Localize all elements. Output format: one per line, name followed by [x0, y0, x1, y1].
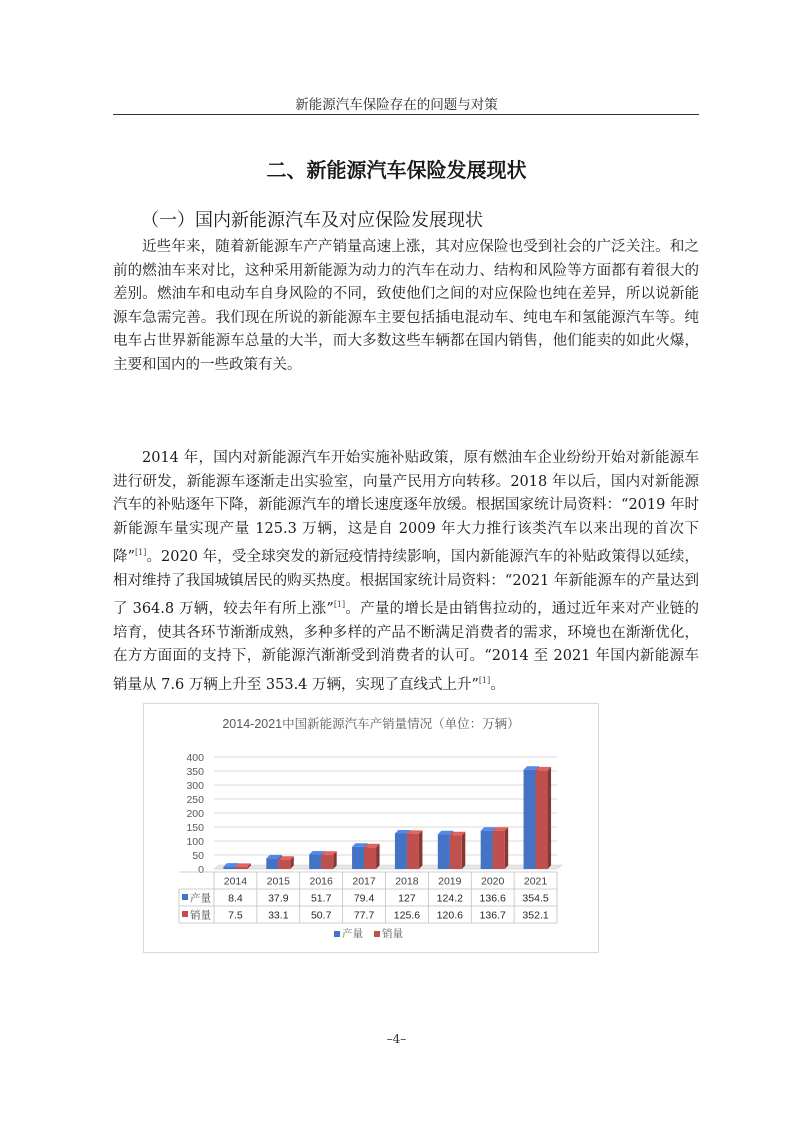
legend-key-销量: [374, 931, 380, 937]
subsection-title: （一）国内新能源汽车及对应保险发展现状: [141, 210, 483, 231]
legend-key-产量: [334, 931, 340, 937]
y-tick-label: 50: [192, 850, 204, 862]
paragraph-1: 近些年来，随着新能源车产产销量高速上涨，其对应保险也受到社会的广泛关注。和之前的燃油车来对比，这种采用新能源为动力的汽车在动力、结构和风险等方面都有着很大的差别。燃油车和电动车自身风险的不同，致使他们之间的对应保险也纯在差异，所以说新能源车急需完善。我们现在所说的新能源车主要包括插电混动车、纯电车和氢能源汽车等。纯电车占世界新能源车总量的大半，而大多数这些车辆都在国内销售，他们能卖的如此火爆，主要和国内的一些政策有关。: [113, 239, 699, 373]
bar-side: [376, 844, 380, 869]
data-label: 7.5: [228, 909, 243, 922]
data-label: 50.7: [310, 909, 332, 922]
data-label: 120.6: [436, 909, 463, 922]
bar-销量-2017: [364, 847, 376, 869]
y-tick-label: 0: [198, 864, 204, 876]
page-header-title: 新能源汽车保险存在的问题与对策: [295, 97, 498, 113]
bar-销量-2020: [493, 831, 505, 869]
header-rule: [113, 114, 699, 115]
table-legend-key: [182, 911, 188, 917]
data-label: 352.1: [522, 909, 549, 922]
data-label: 125.6: [393, 909, 421, 922]
data-label: 79.4: [353, 892, 375, 905]
x-tick-label: 2021: [523, 875, 548, 888]
y-tick-label: 200: [186, 808, 204, 820]
table-series-label: 销量: [190, 909, 211, 922]
citation-ref: [1]: [333, 600, 346, 609]
data-label: 77.7: [353, 909, 375, 922]
x-tick-label: 2014: [223, 875, 248, 888]
bar-产量-2018: [395, 833, 407, 869]
bar-产量-2019: [438, 834, 450, 869]
bar-销量-2014: [235, 867, 247, 869]
paragraph-2-part-b: 。2020 年，受全球突发的新冠疫情持续影响，国内新能源汽车的补贴政策得以延续，相对维持了我国城镇居民的购买热度。根据国家统计局资料：“2021 年新能源车的产量达到了 364.8 万辆，较去年有所上涨”: [113, 549, 699, 617]
bar-产量-2014: [223, 867, 235, 869]
x-tick-label: 2019: [438, 875, 462, 888]
data-label: 136.7: [479, 909, 506, 922]
bar-side: [419, 830, 423, 869]
chart-title: 2014-2021中国新能源汽车产销量情况（单位：万辆）: [222, 717, 520, 731]
data-label: 127: [398, 892, 416, 905]
paragraph-2-part-c: 。产量的增长是由销售拉动的，通过近年来对产业链的培育，使其各环节渐渐成熟，多种多样的产品不断满足消费者的需求，环境也在渐渐优化，在方方面面的支持下，新能源汽渐渐受到消费者的认可。“2014 至 2021 年国内新能源车销量从 7.6 万辆上升至 353.4 万辆，实现了直线式上升”: [113, 601, 700, 693]
x-tick-label: 2017: [352, 875, 376, 888]
x-tick-label: 2018: [395, 875, 419, 888]
x-tick-label: 2016: [309, 875, 333, 888]
x-tick-label: 2015: [266, 875, 290, 888]
table-series-label: 产量: [190, 892, 211, 905]
bar-产量-2015: [266, 858, 278, 869]
data-label: 136.6: [479, 892, 506, 905]
data-label: 354.5: [522, 892, 549, 905]
bar-chart: [144, 704, 598, 952]
bar-销量-2019: [450, 835, 462, 869]
legend-label: 销量: [382, 928, 403, 940]
data-label: 8.4: [228, 892, 243, 905]
section-title: 二、新能源汽车保险发展现状: [266, 158, 527, 182]
chart-container: [143, 703, 599, 953]
data-label: 37.9: [268, 892, 289, 905]
bar-销量-2015: [278, 860, 290, 869]
bar-产量-2016: [309, 855, 321, 869]
y-tick-label: 400: [186, 752, 204, 764]
bar-side: [505, 827, 509, 869]
page-number: –4–: [386, 1032, 407, 1046]
bar-产量-2020: [481, 831, 493, 869]
bar-产量-2021: [524, 770, 536, 869]
paragraph-2-part-a: 2014 年，国内对新能源汽车开始实施补贴政策，原有燃油车企业纷纷开始对新能源车进行研发，新能源车逐渐走出实验室，向量产民用方向转移。2018 年以后，国内对新能源汽车的补贴逐年下降，新能源汽车的增长速度逐年放缓。根据国家统计局资料：“2019 年时新能源车量实现产量 125.3 万辆，这是自 2009 年大力推行该类汽车以来出现的首次下降”: [113, 450, 699, 565]
bar-产量-2017: [352, 847, 364, 869]
bar-side: [548, 767, 552, 869]
legend-label: 产量: [342, 928, 363, 940]
bar-销量-2021: [536, 770, 548, 869]
y-tick-label: 100: [186, 836, 204, 848]
citation-ref: [1]: [478, 675, 491, 685]
y-tick-label: 350: [186, 766, 204, 778]
bar-销量-2018: [407, 834, 419, 869]
x-tick-label: 2020: [481, 875, 505, 888]
y-tick-label: 250: [186, 794, 204, 806]
paragraph-2: [113, 447, 699, 697]
citation-ref: [1]: [135, 548, 147, 557]
data-label: 51.7: [310, 892, 332, 905]
y-tick-label: 300: [186, 780, 204, 792]
chart-floor: [214, 865, 562, 869]
paragraph-2-part-d: 。: [490, 676, 505, 693]
data-label: 124.2: [436, 892, 463, 905]
bar-side: [462, 832, 466, 869]
table-legend-key: [182, 894, 188, 900]
y-tick-label: 150: [186, 822, 204, 834]
data-label: 33.1: [268, 909, 289, 922]
bar-销量-2016: [321, 855, 333, 869]
